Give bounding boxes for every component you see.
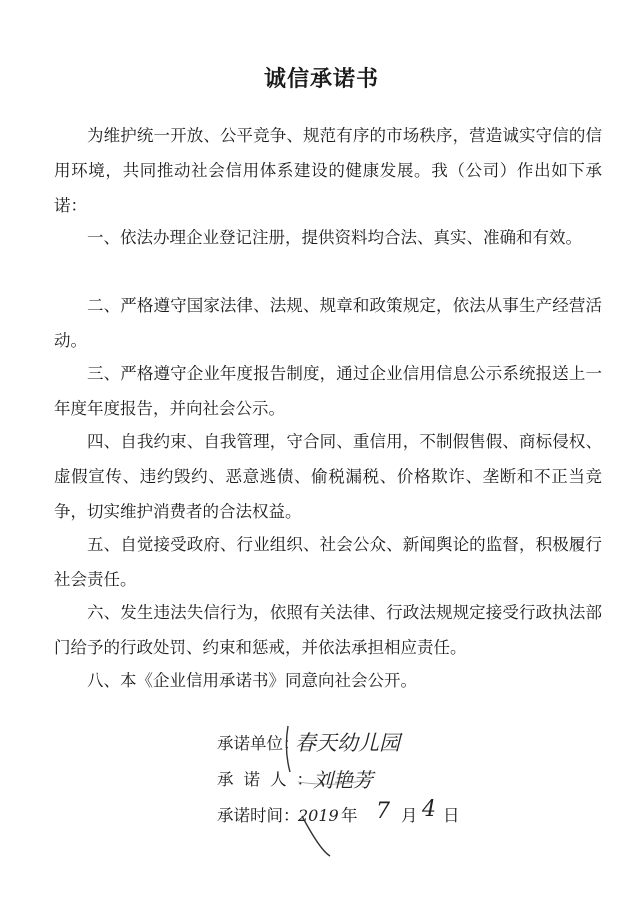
commitment-item-1: 一、依法办理企业登记注册，提供资料均合法、真实、准确和有效。: [87, 228, 582, 247]
commitment-item-3: 三、严格遵守企业年度报告制度，通过企业信用信息公示系统报送上一年度年度报告，并向社会公示。: [54, 364, 602, 418]
year-char: 年: [341, 806, 358, 825]
commitment-item-6: 六、发生违法失信行为，依照有关法律、行政法规规定接受行政执法部门给予的行政处罚、约束和惩戒，并依法承担相应责任。: [54, 603, 602, 657]
handwritten-person-signature: 刘艳芳: [313, 768, 373, 792]
handwritten-unit-signature: 春天幼儿园: [295, 731, 400, 755]
handwritten-year: 2019: [298, 806, 339, 825]
handwritten-month: 7: [376, 799, 390, 824]
commitment-item-5: 五、自觉接受政府、行业组织、社会公众、新闻舆论的监督，积极履行社会责任。: [54, 535, 602, 589]
signature-stroke-decoration: [280, 720, 420, 860]
commitment-item-2: 二、严格遵守国家法律、法规、规章和政策规定，依法从事生产经营活动。: [54, 296, 602, 350]
month-char: 月: [401, 806, 418, 825]
handwritten-day: 4: [422, 797, 436, 822]
intro-paragraph: 为维护统一开放、公平竞争、规范有序的市场秩序，营造诚实守信的信用环境，共同推动社会信用体系建设的健康发展。我（公司）作出如下承诺：: [54, 126, 602, 215]
person-label: 承诺人：: [217, 770, 323, 789]
page-title: 诚信承诺书: [263, 67, 379, 92]
time-label: 承诺时间：: [217, 806, 300, 825]
commitment-item-4: 四、自我约束、自我管理，守合同、重信用，不制假售假、商标侵权、虚假宣传、违约毁约、恶意逃债、偷税漏税、价格欺诈、垄断和不正当竞争，切实维护消费者的合法权益。: [54, 432, 602, 521]
unit-label: 承诺单位：: [217, 734, 300, 753]
commitment-item-8: 八、本《企业信用承诺书》同意向社会公开。: [87, 671, 417, 690]
day-char: 日: [443, 806, 460, 825]
